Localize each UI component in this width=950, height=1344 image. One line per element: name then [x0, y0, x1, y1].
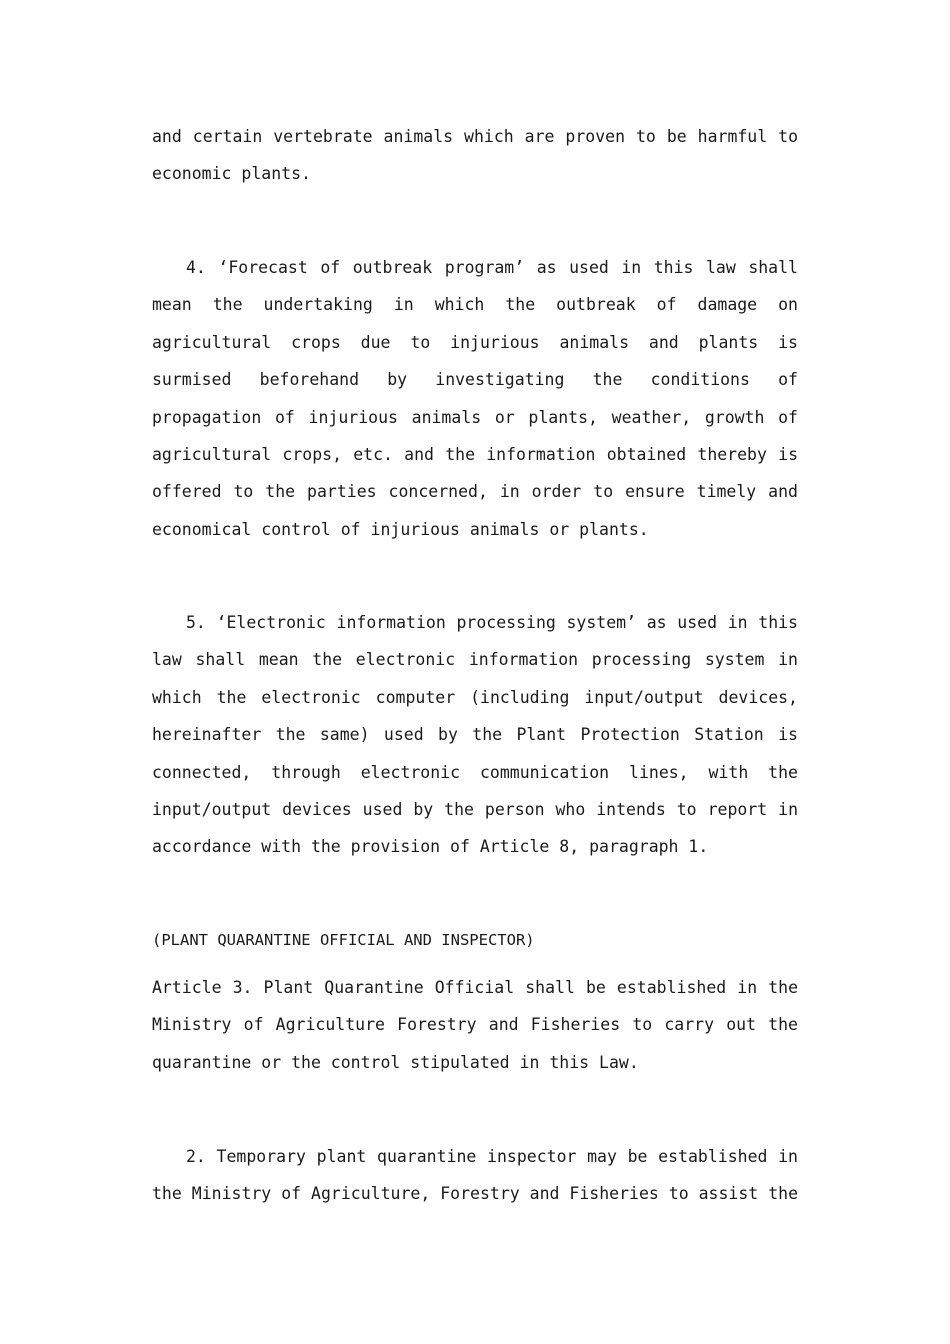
- paragraph-continuation: and certain vertebrate animals which are proven to be harmful to economic plants.: [152, 127, 798, 184]
- paragraph-item-2: 2. Temporary plant quarantine inspector may be established in the Ministry of Agriculture, Forestry and Fisheries to assist the: [152, 1147, 798, 1204]
- section-heading: (PLANT QUARANTINE OFFICIAL AND INSPECTOR): [152, 931, 535, 949]
- paragraph-article-3: Article 3. Plant Quarantine Official shall be established in the Ministry of Agriculture Forestry and Fisheries to carry out the quarantine or the control stipulated in this Law.: [152, 978, 798, 1072]
- paragraph-item-4: 4. ‘Forecast of outbreak program’ as used in this law shall mean the undertaking in which the outbreak of damage on agricultural crops due to injurious animals and plants is surmised beforehand by investigating the conditions of propagation of injurious animals or plants, weather, growth of agricultural crops, etc. and the information obtained thereby is offered to the parties concerned, in order to ensure timely and economical control of injurious animals or plants.: [152, 258, 798, 539]
- paragraph-item-5: 5. ‘Electronic information processing system’ as used in this law shall mean the electronic information processing system in which the electronic computer (including input/output devices, hereinafter the same) used by the Plant Protection Station is connected, through electronic communication lines, with the input/output devices used by the person who intends to report in accordance with the provision of Article 8, paragraph 1.: [152, 613, 798, 857]
